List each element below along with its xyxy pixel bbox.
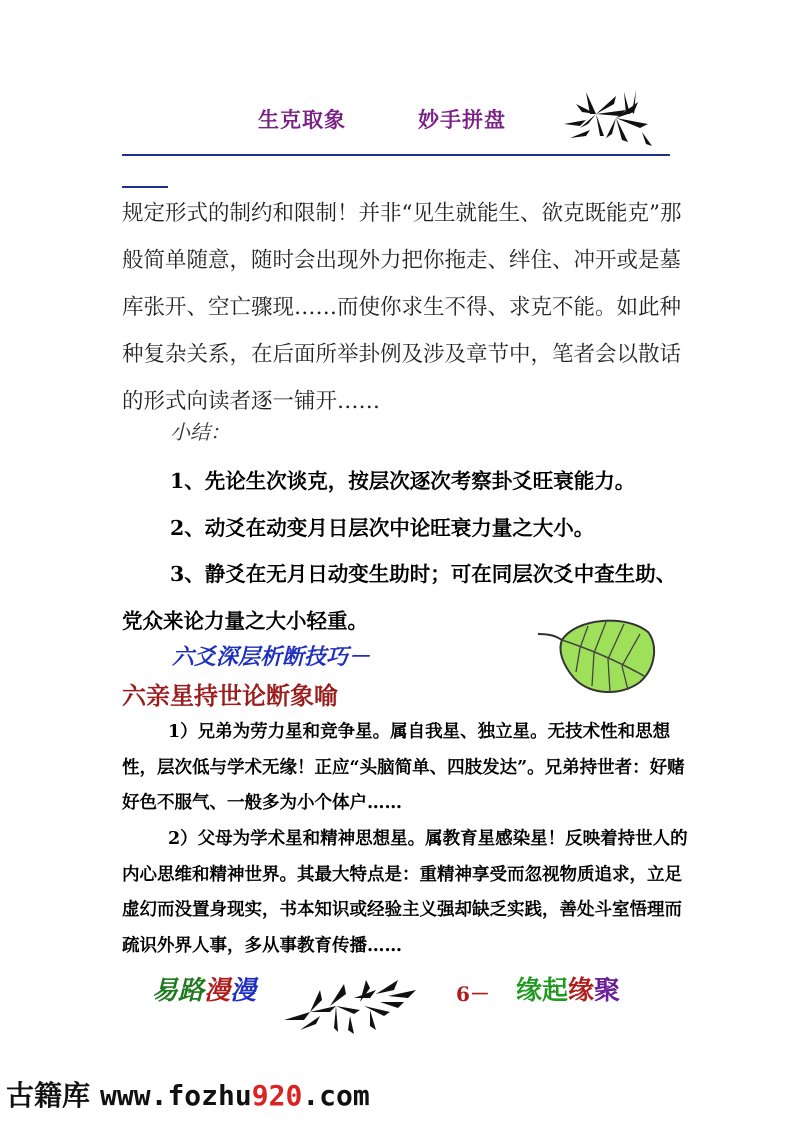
bamboo-leaves-icon [556, 84, 654, 148]
body-paragraph: 规定形式的制约和限制！并非“见生就能生、欲克既能克”那般简单随意，随时会出现外力把你拖走、绊住、冲开或是墓库张开、空亡骤现……而使你求生不得、求克不能。如此种种复杂关系，在后面所举卦例及涉及章节中，笔者会以散话的形式向读者逐一铺开…… [122, 201, 682, 414]
footer-right-part-3: 聚 [594, 976, 621, 1006]
watermark-url: www.fozhu [100, 1079, 252, 1112]
header-rule [122, 154, 670, 156]
header-title-left: 生克取象 [258, 107, 346, 132]
footer-left-part-3: 漫 [230, 976, 257, 1006]
footer-left-part-1: 易路 [152, 976, 205, 1006]
summary-item-1: 1、先论生次谈克，按层次逐次考察卦爻旺衰能力。 [170, 469, 636, 493]
bamboo-branch-icon [280, 976, 420, 1036]
header-rule-tail [122, 186, 168, 188]
page-number: 6－ [456, 982, 490, 1006]
section-paragraph-2: 2）父母为学术星和精神思想星。属教育星感染星！反映着持世人的内心思维和精神世界。其最大特点是：重精神享受而忽视物质追求，立足虚幻而没置身现实，书本知识或经验主义强却缺乏实践，善处斗室悟理而疏识外界人事，多从事教育传播…… [122, 829, 688, 956]
header-title-right: 妙手拼盘 [418, 107, 506, 132]
footer-right-part-2: 缘 [568, 976, 595, 1006]
section-paragraph-1: 1）兄弟为劳力星和竞争星。属自我星、独立星。无技术性和思想性，层次低与学术无缘！正应“头脑简单、四肢发达”。兄弟持世者：好赌好色不服气、一般多为小个体户…… [122, 722, 685, 813]
footer-right-part-1: 缘起 [516, 976, 569, 1006]
watermark [6, 1074, 370, 1114]
summary-item-2: 2、动爻在动变月日层次中论旺衰力量之大小。 [170, 516, 595, 540]
summary-label: 小结： [170, 420, 230, 444]
green-leaf-icon [536, 612, 660, 698]
footer-left-title [152, 970, 256, 1007]
footer-right-title [516, 970, 620, 1007]
watermark-digits: 920 [251, 1079, 303, 1112]
watermark-brand: 古籍库 [6, 1079, 91, 1112]
summary-item-3: 3、静爻在无月日动变生助时；可在同层次爻中查生助、党众来论力量之大小轻重。 [122, 562, 677, 633]
section-heading: 六亲星持世论断象喻 [122, 681, 338, 710]
footer-left-part-2: 漫 [204, 976, 231, 1006]
watermark-tld: .com [302, 1079, 370, 1112]
section-subheading: 六爻深层析断技巧－ [172, 644, 371, 670]
